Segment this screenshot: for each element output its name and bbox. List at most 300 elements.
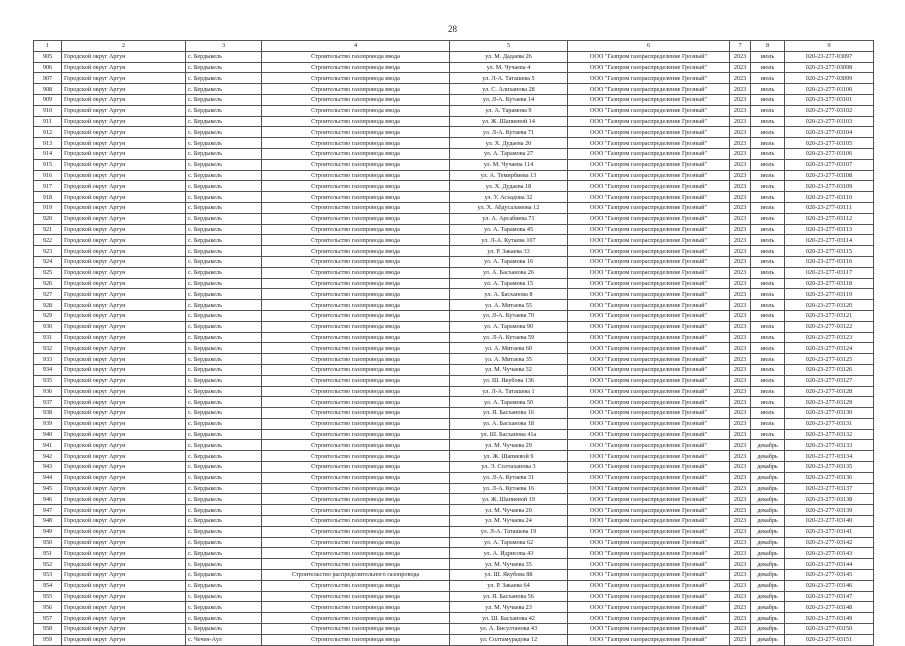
registry-code-cell: 020-23-277-03115 xyxy=(785,246,874,257)
year-cell: 2023 xyxy=(730,181,751,192)
registry-code-cell: 020-23-277-03123 xyxy=(785,332,874,343)
row-number: 946 xyxy=(34,494,62,505)
registry-code-cell: 020-23-277-03104 xyxy=(785,127,874,138)
work-type-cell: Строительство газопровода ввода xyxy=(262,516,450,527)
column-header: 4 xyxy=(262,41,450,52)
work-type-cell: Строительство газопровода ввода xyxy=(262,148,450,159)
month-cell: июль xyxy=(751,429,785,440)
table-row xyxy=(34,321,874,332)
address-cell: ул. Х. Дудаева 20 xyxy=(450,138,568,149)
month-cell: июль xyxy=(751,224,785,235)
row-number: 941 xyxy=(34,440,62,451)
row-number: 905 xyxy=(34,51,62,62)
month-cell: июль xyxy=(751,278,785,289)
municipality-cell: Городской округ Аргун xyxy=(62,418,186,429)
work-type-cell: Строительство газопровода ввода xyxy=(262,310,450,321)
address-cell: ул. М. Чучаева 24 xyxy=(450,516,568,527)
year-cell: 2023 xyxy=(730,559,751,570)
settlement-cell: с. Бердыкель xyxy=(186,138,262,149)
month-cell: декабрь xyxy=(751,559,785,570)
month-cell: июль xyxy=(751,181,785,192)
table-row xyxy=(34,418,874,429)
settlement-cell: с. Бердыкель xyxy=(186,105,262,116)
address-cell: ул. Я. Басханова 16 xyxy=(450,408,568,419)
settlement-cell: с. Бердыкель xyxy=(186,354,262,365)
municipality-cell: Городской округ Аргун xyxy=(62,105,186,116)
contractor-cell: ООО "Газпром газораспределение Грозный" xyxy=(568,267,730,278)
table-row xyxy=(34,310,874,321)
column-header: 1 xyxy=(34,41,62,52)
municipality-cell: Городской округ Аргун xyxy=(62,159,186,170)
year-cell: 2023 xyxy=(730,170,751,181)
month-cell: июль xyxy=(751,62,785,73)
table-row xyxy=(34,548,874,559)
registry-code-cell: 020-23-277-03127 xyxy=(785,375,874,386)
month-cell: декабрь xyxy=(751,537,785,548)
contractor-cell: ООО "Газпром газораспределение Грозный" xyxy=(568,202,730,213)
year-cell: 2023 xyxy=(730,418,751,429)
contractor-cell: ООО "Газпром газораспределение Грозный" xyxy=(568,397,730,408)
registry-code-cell: 020-23-277-03119 xyxy=(785,289,874,300)
month-cell: июль xyxy=(751,138,785,149)
address-cell: ул. Ж. Шапиевой 9 xyxy=(450,451,568,462)
year-cell: 2023 xyxy=(730,580,751,591)
address-cell: ул. Ш. Якубова 136 xyxy=(450,375,568,386)
month-cell: декабрь xyxy=(751,440,785,451)
contractor-cell: ООО "Газпром газораспределение Грозный" xyxy=(568,440,730,451)
month-cell: декабрь xyxy=(751,483,785,494)
contractor-cell: ООО "Газпром газораспределение Грозный" xyxy=(568,84,730,95)
contractor-cell: ООО "Газпром газораспределение Грозный" xyxy=(568,354,730,365)
registry-code-cell: 020-23-277-03146 xyxy=(785,580,874,591)
table-row xyxy=(34,451,874,462)
settlement-cell: с. Бердыкель xyxy=(186,310,262,321)
column-header: 3 xyxy=(186,41,262,52)
settlement-cell: с. Бердыкель xyxy=(186,235,262,246)
contractor-cell: ООО "Газпром газораспределение Грозный" xyxy=(568,51,730,62)
address-cell: ул. С. Алиханова 28 xyxy=(450,84,568,95)
address-cell: ул. Л-А. Кутаева 107 xyxy=(450,235,568,246)
month-cell: июль xyxy=(751,192,785,203)
municipality-cell: Городской округ Аргун xyxy=(62,613,186,624)
address-cell: ул. Л-А. Кутаева 71 xyxy=(450,127,568,138)
month-cell: декабрь xyxy=(751,591,785,602)
work-type-cell: Строительство газопровода ввода xyxy=(262,386,450,397)
row-number: 921 xyxy=(34,224,62,235)
address-cell: ул. А. Арсабиева 71 xyxy=(450,213,568,224)
table-row xyxy=(34,570,874,581)
municipality-cell: Городской округ Аргун xyxy=(62,354,186,365)
work-type-cell: Строительство газопровода ввода xyxy=(262,408,450,419)
contractor-cell: ООО "Газпром газораспределение Грозный" xyxy=(568,159,730,170)
municipality-cell: Городской округ Аргун xyxy=(62,440,186,451)
table-row xyxy=(34,202,874,213)
municipality-cell: Городской округ Аргун xyxy=(62,634,186,645)
month-cell: июль xyxy=(751,148,785,159)
contractor-cell: ООО "Газпром газораспределение Грозный" xyxy=(568,246,730,257)
table-row xyxy=(34,429,874,440)
contractor-cell: ООО "Газпром газораспределение Грозный" xyxy=(568,483,730,494)
month-cell: июль xyxy=(751,116,785,127)
table-row xyxy=(34,483,874,494)
year-cell: 2023 xyxy=(730,51,751,62)
settlement-cell: с. Бердыкель xyxy=(186,343,262,354)
work-type-cell: Строительство газопровода ввода xyxy=(262,256,450,267)
contractor-cell: ООО "Газпром газораспределение Грозный" xyxy=(568,321,730,332)
address-cell: ул. Х. Абдусаламова 12 xyxy=(450,202,568,213)
registry-code-cell: 020-23-277-03118 xyxy=(785,278,874,289)
work-type-cell: Строительство газопровода ввода xyxy=(262,613,450,624)
year-cell: 2023 xyxy=(730,267,751,278)
column-header: 7 xyxy=(730,41,751,52)
settlement-cell: с. Бердыкель xyxy=(186,408,262,419)
settlement-cell: с. Бердыкель xyxy=(186,62,262,73)
registry-code-cell: 020-23-277-03133 xyxy=(785,440,874,451)
month-cell: июль xyxy=(751,127,785,138)
row-number: 917 xyxy=(34,181,62,192)
contractor-cell: ООО "Газпром газораспределение Грозный" xyxy=(568,300,730,311)
work-type-cell: Строительство газопровода ввода xyxy=(262,321,450,332)
month-cell: декабрь xyxy=(751,526,785,537)
address-cell: ул. Л-А. Таташева 19 xyxy=(450,526,568,537)
municipality-cell: Городской округ Аргун xyxy=(62,332,186,343)
municipality-cell: Городской округ Аргун xyxy=(62,202,186,213)
column-header: 2 xyxy=(62,41,186,52)
row-number: 911 xyxy=(34,116,62,127)
month-cell: декабрь xyxy=(751,472,785,483)
year-cell: 2023 xyxy=(730,440,751,451)
year-cell: 2023 xyxy=(730,138,751,149)
year-cell: 2023 xyxy=(730,94,751,105)
settlement-cell: с. Бердыкель xyxy=(186,202,262,213)
month-cell: декабрь xyxy=(751,602,785,613)
row-number: 954 xyxy=(34,580,62,591)
settlement-cell: с. Бердыкель xyxy=(186,224,262,235)
row-number: 909 xyxy=(34,94,62,105)
column-header: 5 xyxy=(450,41,568,52)
registry-code-cell: 020-23-277-03135 xyxy=(785,462,874,473)
settlement-cell: с. Бердыкель xyxy=(186,148,262,159)
year-cell: 2023 xyxy=(730,451,751,462)
municipality-cell: Городской округ Аргун xyxy=(62,278,186,289)
year-cell: 2023 xyxy=(730,105,751,116)
table-row xyxy=(34,537,874,548)
table-row xyxy=(34,332,874,343)
settlement-cell: с. Бердыкель xyxy=(186,624,262,635)
month-cell: июль xyxy=(751,408,785,419)
month-cell: июль xyxy=(751,332,785,343)
work-type-cell: Строительство газопровода ввода xyxy=(262,127,450,138)
address-cell: ул. А. Тарамова 45 xyxy=(450,224,568,235)
municipality-cell: Городской округ Аргун xyxy=(62,289,186,300)
row-number: 934 xyxy=(34,364,62,375)
municipality-cell: Городской округ Аргун xyxy=(62,62,186,73)
contractor-cell: ООО "Газпром газораспределение Грозный" xyxy=(568,62,730,73)
year-cell: 2023 xyxy=(730,537,751,548)
year-cell: 2023 xyxy=(730,235,751,246)
work-type-cell: Строительство газопровода ввода xyxy=(262,451,450,462)
row-number: 947 xyxy=(34,505,62,516)
settlement-cell: с. Бердыкель xyxy=(186,483,262,494)
work-type-cell: Строительство газопровода ввода xyxy=(262,159,450,170)
year-cell: 2023 xyxy=(730,354,751,365)
year-cell: 2023 xyxy=(730,494,751,505)
registry-code-cell: 020-23-277-03105 xyxy=(785,138,874,149)
contractor-cell: ООО "Газпром газораспределение Грозный" xyxy=(568,343,730,354)
month-cell: июль xyxy=(751,105,785,116)
work-type-cell: Строительство газопровода ввода xyxy=(262,591,450,602)
municipality-cell: Городской округ Аргун xyxy=(62,397,186,408)
year-cell: 2023 xyxy=(730,386,751,397)
contractor-cell: ООО "Газпром газораспределение Грозный" xyxy=(568,181,730,192)
contractor-cell: ООО "Газпром газораспределение Грозный" xyxy=(568,472,730,483)
row-number: 951 xyxy=(34,548,62,559)
address-cell: ул. Х. Дудаева 18 xyxy=(450,181,568,192)
contractor-cell: ООО "Газпром газораспределение Грозный" xyxy=(568,94,730,105)
registry-code-cell: 020-23-277-03125 xyxy=(785,354,874,365)
row-number: 944 xyxy=(34,472,62,483)
year-cell: 2023 xyxy=(730,624,751,635)
settlement-cell: с. Бердыкель xyxy=(186,451,262,462)
contractor-cell: ООО "Газпром газораспределение Грозный" xyxy=(568,364,730,375)
address-cell: ул. Л-А. Кутаева 16 xyxy=(450,483,568,494)
municipality-cell: Городской округ Аргун xyxy=(62,494,186,505)
registry-code-cell: 020-23-277-03106 xyxy=(785,148,874,159)
table-row xyxy=(34,354,874,365)
table-row xyxy=(34,138,874,149)
row-number: 938 xyxy=(34,408,62,419)
contractor-cell: ООО "Газпром газораспределение Грозный" xyxy=(568,570,730,581)
municipality-cell: Городской округ Аргун xyxy=(62,505,186,516)
registry-code-cell: 020-23-277-03150 xyxy=(785,624,874,635)
address-cell: ул. Л-А. Кутаева 31 xyxy=(450,472,568,483)
work-type-cell: Строительство газопровода ввода xyxy=(262,192,450,203)
contractor-cell: ООО "Газпром газораспределение Грозный" xyxy=(568,429,730,440)
table-row xyxy=(34,602,874,613)
contractor-cell: ООО "Газпром газораспределение Грозный" xyxy=(568,494,730,505)
column-header: 6 xyxy=(568,41,730,52)
column-header: 8 xyxy=(751,41,785,52)
work-type-cell: Строительство газопровода ввода xyxy=(262,289,450,300)
table-row xyxy=(34,159,874,170)
year-cell: 2023 xyxy=(730,364,751,375)
contractor-cell: ООО "Газпром газораспределение Грозный" xyxy=(568,278,730,289)
work-type-cell: Строительство газопровода ввода xyxy=(262,624,450,635)
month-cell: декабрь xyxy=(751,624,785,635)
contractor-cell: ООО "Газпром газораспределение Грозный" xyxy=(568,116,730,127)
work-type-cell: Строительство газопровода ввода xyxy=(262,170,450,181)
table-row xyxy=(34,94,874,105)
month-cell: июль xyxy=(751,364,785,375)
registry-code-cell: 020-23-277-03142 xyxy=(785,537,874,548)
address-cell: ул. А. Басханова 26 xyxy=(450,267,568,278)
settlement-cell: с. Бердыкель xyxy=(186,418,262,429)
municipality-cell: Городской округ Аргун xyxy=(62,472,186,483)
settlement-cell: с. Бердыкель xyxy=(186,472,262,483)
address-cell: ул. Л-А. Таташева 1 xyxy=(450,386,568,397)
month-cell: июль xyxy=(751,343,785,354)
month-cell: декабрь xyxy=(751,451,785,462)
year-cell: 2023 xyxy=(730,246,751,257)
row-number: 906 xyxy=(34,62,62,73)
year-cell: 2023 xyxy=(730,526,751,537)
registry-code-cell: 020-23-277-03111 xyxy=(785,202,874,213)
municipality-cell: Городской округ Аргун xyxy=(62,181,186,192)
page-number: 28 xyxy=(448,24,457,34)
table-row xyxy=(34,505,874,516)
municipality-cell: Городской округ Аргун xyxy=(62,256,186,267)
settlement-cell: с. Чечен-Аул xyxy=(186,634,262,645)
row-number: 958 xyxy=(34,624,62,635)
contractor-cell: ООО "Газпром газораспределение Грозный" xyxy=(568,235,730,246)
year-cell: 2023 xyxy=(730,213,751,224)
month-cell: июль xyxy=(751,267,785,278)
address-cell: ул. М. Чучаева 20 xyxy=(450,505,568,516)
row-number: 923 xyxy=(34,246,62,257)
registry-code-cell: 020-23-277-03099 xyxy=(785,73,874,84)
municipality-cell: Городской округ Аргун xyxy=(62,364,186,375)
month-cell: декабрь xyxy=(751,548,785,559)
month-cell: июль xyxy=(751,73,785,84)
settlement-cell: с. Бердыкель xyxy=(186,181,262,192)
month-cell: декабрь xyxy=(751,580,785,591)
settlement-cell: с. Бердыкель xyxy=(186,548,262,559)
row-number: 915 xyxy=(34,159,62,170)
year-cell: 2023 xyxy=(730,570,751,581)
month-cell: июль xyxy=(751,94,785,105)
settlement-cell: с. Бердыкель xyxy=(186,364,262,375)
work-type-cell: Строительство газопровода ввода xyxy=(262,138,450,149)
settlement-cell: с. Бердыкель xyxy=(186,602,262,613)
year-cell: 2023 xyxy=(730,300,751,311)
municipality-cell: Городской округ Аргун xyxy=(62,526,186,537)
municipality-cell: Городской округ Аргун xyxy=(62,548,186,559)
table-row xyxy=(34,559,874,570)
settlement-cell: с. Бердыкель xyxy=(186,51,262,62)
work-type-cell: Строительство газопровода ввода xyxy=(262,634,450,645)
month-cell: июль xyxy=(751,202,785,213)
municipality-cell: Городской округ Аргун xyxy=(62,170,186,181)
row-number: 936 xyxy=(34,386,62,397)
work-type-cell: Строительство газопровода ввода xyxy=(262,559,450,570)
year-cell: 2023 xyxy=(730,343,751,354)
settlement-cell: с. Бердыкель xyxy=(186,397,262,408)
address-cell: ул. А. Митаева 60 xyxy=(450,343,568,354)
year-cell: 2023 xyxy=(730,127,751,138)
table-row xyxy=(34,278,874,289)
work-type-cell: Строительство газопровода ввода xyxy=(262,418,450,429)
row-number: 939 xyxy=(34,418,62,429)
registry-code-cell: 020-23-277-03110 xyxy=(785,192,874,203)
contractor-cell: ООО "Газпром газораспределение Грозный" xyxy=(568,310,730,321)
year-cell: 2023 xyxy=(730,408,751,419)
table-row xyxy=(34,375,874,386)
year-cell: 2023 xyxy=(730,472,751,483)
settlement-cell: с. Бердыкель xyxy=(186,170,262,181)
table-row xyxy=(34,84,874,95)
contractor-cell: ООО "Газпром газораспределение Грозный" xyxy=(568,537,730,548)
address-cell: ул. А. Тарамова 62 xyxy=(450,537,568,548)
row-number: 912 xyxy=(34,127,62,138)
row-number: 927 xyxy=(34,289,62,300)
settlement-cell: с. Бердыкель xyxy=(186,440,262,451)
registry-code-cell: 020-23-277-03136 xyxy=(785,472,874,483)
year-cell: 2023 xyxy=(730,548,751,559)
month-cell: июль xyxy=(751,256,785,267)
address-cell: ул. Ж. Шапиевой 14 xyxy=(450,116,568,127)
registry-code-cell: 020-23-277-03114 xyxy=(785,235,874,246)
municipality-cell: Городской округ Аргун xyxy=(62,429,186,440)
municipality-cell: Городской округ Аргун xyxy=(62,235,186,246)
municipality-cell: Городской округ Аргун xyxy=(62,300,186,311)
work-type-cell: Строительство газопровода ввода xyxy=(262,548,450,559)
municipality-cell: Городской округ Аргун xyxy=(62,537,186,548)
year-cell: 2023 xyxy=(730,505,751,516)
year-cell: 2023 xyxy=(730,84,751,95)
municipality-cell: Городской округ Аргун xyxy=(62,386,186,397)
contractor-cell: ООО "Газпром газораспределение Грозный" xyxy=(568,451,730,462)
settlement-cell: с. Бердыкель xyxy=(186,570,262,581)
settlement-cell: с. Бердыкель xyxy=(186,278,262,289)
table-row xyxy=(34,170,874,181)
row-number: 953 xyxy=(34,570,62,581)
registry-code-cell: 020-23-277-03147 xyxy=(785,591,874,602)
registry-code-cell: 020-23-277-03120 xyxy=(785,300,874,311)
table-row xyxy=(34,300,874,311)
work-type-cell: Строительство газопровода ввода xyxy=(262,537,450,548)
registry-code-cell: 020-23-277-03100 xyxy=(785,84,874,95)
year-cell: 2023 xyxy=(730,397,751,408)
contractor-cell: ООО "Газпром газораспределение Грозный" xyxy=(568,516,730,527)
registry-code-cell: 020-23-277-03145 xyxy=(785,570,874,581)
registry-code-cell: 020-23-277-03129 xyxy=(785,397,874,408)
contractor-cell: ООО "Газпром газораспределение Грозный" xyxy=(568,634,730,645)
month-cell: июль xyxy=(751,310,785,321)
registry-code-cell: 020-23-277-03098 xyxy=(785,62,874,73)
settlement-cell: с. Бердыкель xyxy=(186,516,262,527)
year-cell: 2023 xyxy=(730,375,751,386)
work-type-cell: Строительство газопровода ввода xyxy=(262,235,450,246)
year-cell: 2023 xyxy=(730,224,751,235)
work-type-cell: Строительство газопровода ввода xyxy=(262,51,450,62)
year-cell: 2023 xyxy=(730,116,751,127)
work-type-cell: Строительство газопровода ввода xyxy=(262,505,450,516)
settlement-cell: с. Бердыкель xyxy=(186,505,262,516)
settlement-cell: с. Бердыкель xyxy=(186,73,262,84)
month-cell: июль xyxy=(751,235,785,246)
table-row xyxy=(34,105,874,116)
table-row xyxy=(34,224,874,235)
row-number: 949 xyxy=(34,526,62,537)
month-cell: июль xyxy=(751,321,785,332)
registry-code-cell: 020-23-277-03116 xyxy=(785,256,874,267)
registry-code-cell: 020-23-277-03134 xyxy=(785,451,874,462)
address-cell: ул. Э. Солтаханова 3 xyxy=(450,462,568,473)
contractor-cell: ООО "Газпром газораспределение Грозный" xyxy=(568,408,730,419)
address-cell: ул. А. Тарамова 27 xyxy=(450,148,568,159)
year-cell: 2023 xyxy=(730,591,751,602)
year-cell: 2023 xyxy=(730,256,751,267)
work-type-cell: Строительство газопровода ввода xyxy=(262,397,450,408)
table-row xyxy=(34,343,874,354)
address-cell: ул. М. Дадаева 26 xyxy=(450,51,568,62)
registry-code-cell: 020-23-277-03108 xyxy=(785,170,874,181)
address-cell: ул. Р. Закаева 64 xyxy=(450,580,568,591)
address-cell: ул. Л-А. Таташева 5 xyxy=(450,73,568,84)
table-row xyxy=(34,148,874,159)
table-body xyxy=(34,51,874,645)
settlement-cell: с. Бердыкель xyxy=(186,321,262,332)
